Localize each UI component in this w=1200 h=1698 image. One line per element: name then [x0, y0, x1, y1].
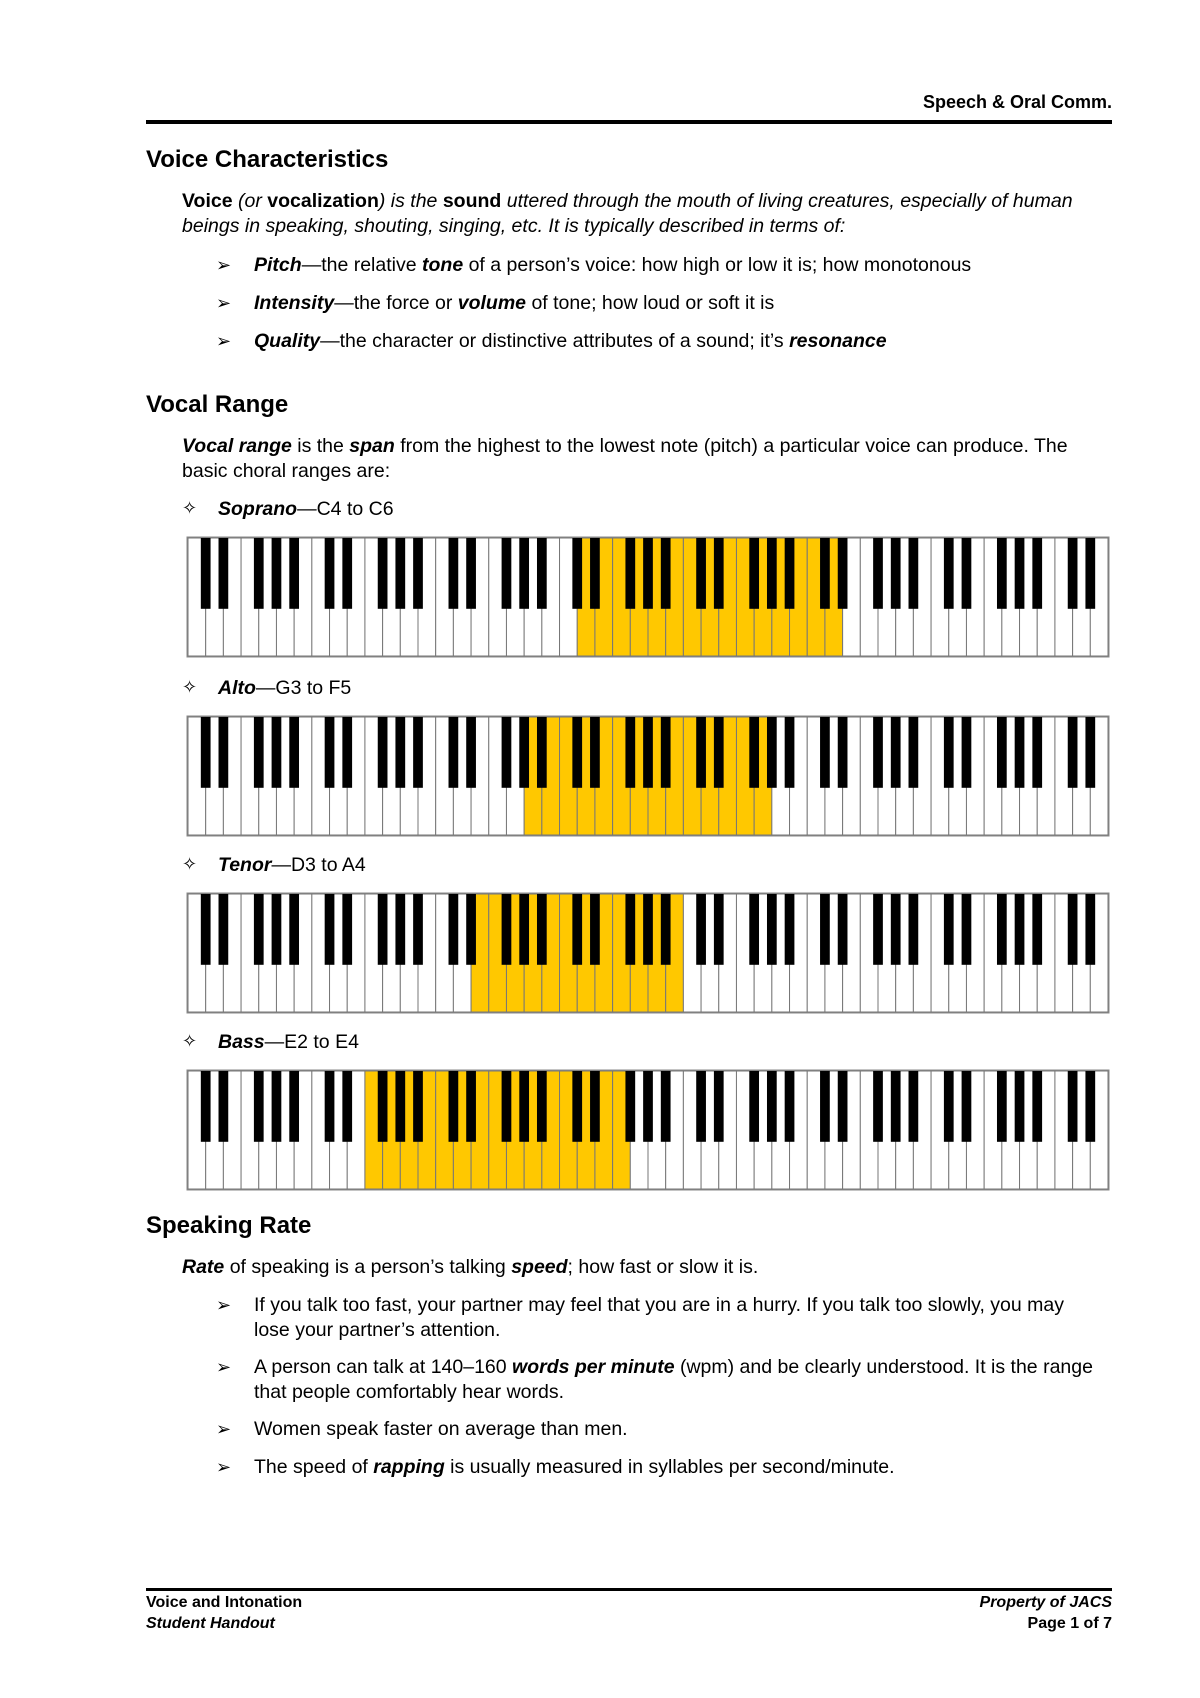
black-key [643, 717, 653, 788]
black-key [449, 1071, 459, 1142]
black-key [962, 717, 972, 788]
black-key [749, 717, 759, 788]
black-key [785, 894, 795, 965]
black-key [378, 894, 388, 965]
section-title-vocal-range: Vocal Range [146, 391, 289, 418]
black-key [519, 1071, 529, 1142]
black-key [272, 1071, 282, 1142]
arrow-bullet-icon: ➢ [216, 1357, 232, 1377]
black-key [873, 894, 883, 965]
black-key [785, 538, 795, 609]
black-key [519, 717, 529, 788]
black-key [714, 717, 724, 788]
black-key [891, 717, 901, 788]
black-key [625, 1071, 635, 1142]
four-diamond-bullet-icon: ✧ [182, 1031, 198, 1051]
black-key [625, 894, 635, 965]
four-diamond-bullet-icon: ✧ [182, 854, 198, 874]
black-key [254, 538, 264, 609]
black-key [201, 538, 211, 609]
black-key [572, 1071, 582, 1142]
black-key [944, 1071, 954, 1142]
black-key [590, 1071, 600, 1142]
black-key [696, 538, 706, 609]
arrow-bullet-icon: ➢ [216, 1295, 232, 1315]
footer-page-number: Page 1 of 7 [1027, 1615, 1112, 1632]
black-key [449, 717, 459, 788]
black-key [1015, 894, 1025, 965]
black-key [590, 894, 600, 965]
black-key [873, 538, 883, 609]
black-key [661, 1071, 671, 1142]
black-key [537, 1071, 547, 1142]
section-title-speaking-rate: Speaking Rate [146, 1212, 312, 1239]
black-key [219, 717, 229, 788]
black-key [661, 894, 671, 965]
black-key [395, 1071, 405, 1142]
black-key [519, 894, 529, 965]
black-key [909, 894, 919, 965]
black-key [413, 717, 423, 788]
black-key [873, 717, 883, 788]
black-key [714, 1071, 724, 1142]
black-key [413, 894, 423, 965]
black-key [272, 717, 282, 788]
black-key [219, 894, 229, 965]
black-key [289, 717, 299, 788]
black-key [838, 538, 848, 609]
black-key [289, 894, 299, 965]
black-key [944, 717, 954, 788]
black-key [714, 894, 724, 965]
voice-intro: Voice (or vocalization) is the sound uttered through the mouth of living creatures, especially of human beings in speaking, shouting, singing, etc. It is typically described in terms of: [182, 190, 1073, 237]
black-key [767, 894, 777, 965]
black-key [891, 1071, 901, 1142]
black-key [1032, 717, 1042, 788]
black-key [590, 717, 600, 788]
arrow-bullet-icon: ➢ [216, 331, 232, 351]
black-key [643, 894, 653, 965]
black-key [962, 538, 972, 609]
black-key [342, 1071, 352, 1142]
black-key [254, 894, 264, 965]
arrow-bullet-icon: ➢ [216, 293, 232, 313]
black-key [395, 894, 405, 965]
black-key [767, 717, 777, 788]
black-key [785, 1071, 795, 1142]
four-diamond-bullet-icon: ✧ [182, 677, 198, 697]
black-key [661, 717, 671, 788]
header-rule [146, 120, 1112, 124]
black-key [891, 538, 901, 609]
black-key [201, 717, 211, 788]
black-key [289, 1071, 299, 1142]
black-key [466, 1071, 476, 1142]
footer-doc-type: Student Handout [146, 1615, 275, 1632]
black-key [502, 538, 512, 609]
black-key [449, 538, 459, 609]
black-key [1085, 717, 1095, 788]
keyboard-tenor [186, 892, 1156, 1014]
speaking-rate-intro: Rate of speaking is a person’s talking speed; how fast or slow it is. [182, 1256, 759, 1278]
black-key [944, 538, 954, 609]
black-key [785, 717, 795, 788]
black-key [643, 538, 653, 609]
black-key [449, 894, 459, 965]
black-key [997, 717, 1007, 788]
black-key [537, 717, 547, 788]
black-key [1068, 538, 1078, 609]
black-key [572, 538, 582, 609]
black-key [201, 894, 211, 965]
black-key [997, 1071, 1007, 1142]
arrow-bullet-icon: ➢ [216, 1419, 232, 1439]
black-key [909, 1071, 919, 1142]
black-key [502, 1071, 512, 1142]
black-key [696, 717, 706, 788]
black-key [1085, 894, 1095, 965]
black-key [820, 538, 830, 609]
black-key [325, 717, 335, 788]
black-key [749, 894, 759, 965]
black-key [643, 1071, 653, 1142]
keyboard-soprano [186, 536, 1156, 658]
black-key [325, 894, 335, 965]
black-key [502, 894, 512, 965]
black-key [962, 894, 972, 965]
black-key [1085, 1071, 1095, 1142]
black-key [254, 717, 264, 788]
footer-doc-title: Voice and Intonation [146, 1594, 303, 1611]
black-key [502, 717, 512, 788]
black-key [1068, 1071, 1078, 1142]
black-key [1015, 717, 1025, 788]
black-key [696, 894, 706, 965]
black-key [378, 538, 388, 609]
black-key [625, 538, 635, 609]
black-key [201, 1071, 211, 1142]
black-key [466, 717, 476, 788]
black-key [395, 538, 405, 609]
four-diamond-bullet-icon: ✧ [182, 498, 198, 518]
black-key [962, 1071, 972, 1142]
black-key [325, 538, 335, 609]
keyboard-alto [186, 715, 1156, 837]
black-key [820, 717, 830, 788]
black-key [378, 1071, 388, 1142]
black-key [997, 538, 1007, 609]
course-header: Speech & Oral Comm. [922, 92, 1112, 112]
arrow-bullet-icon: ➢ [216, 255, 232, 275]
black-key [749, 1071, 759, 1142]
black-key [1085, 538, 1095, 609]
black-key [1032, 894, 1042, 965]
black-key [891, 894, 901, 965]
black-key [466, 538, 476, 609]
black-key [997, 894, 1007, 965]
black-key [413, 538, 423, 609]
black-key [342, 538, 352, 609]
section-title-voice: Voice Characteristics [146, 146, 389, 173]
black-key [838, 717, 848, 788]
black-key [625, 717, 635, 788]
black-key [1032, 538, 1042, 609]
black-key [1015, 538, 1025, 609]
black-key [590, 538, 600, 609]
black-key [572, 717, 582, 788]
black-key [413, 1071, 423, 1142]
keyboard-bass [186, 1069, 1156, 1191]
black-key [838, 1071, 848, 1142]
arrow-bullet-icon: ➢ [216, 1457, 232, 1477]
black-key [1068, 894, 1078, 965]
black-key [944, 894, 954, 965]
black-key [342, 717, 352, 788]
black-key [537, 894, 547, 965]
black-key [272, 538, 282, 609]
black-key [909, 538, 919, 609]
black-key [838, 894, 848, 965]
black-key [342, 894, 352, 965]
black-key [873, 1071, 883, 1142]
black-key [714, 538, 724, 609]
black-key [254, 1071, 264, 1142]
black-key [1015, 1071, 1025, 1142]
black-key [219, 538, 229, 609]
footer-owner: Property of JACS [979, 1594, 1112, 1611]
black-key [767, 1071, 777, 1142]
black-key [272, 894, 282, 965]
black-key [696, 1071, 706, 1142]
vocal-range-intro: Vocal range is the span from the highest to the lowest note (pitch) a particular voice can produce. The basic choral ranges are: [182, 435, 1068, 482]
black-key [466, 894, 476, 965]
black-key [909, 717, 919, 788]
black-key [767, 538, 777, 609]
black-key [1068, 717, 1078, 788]
black-key [1032, 1071, 1042, 1142]
black-key [820, 894, 830, 965]
black-key [749, 538, 759, 609]
black-key [537, 538, 547, 609]
black-key [519, 538, 529, 609]
black-key [572, 894, 582, 965]
black-key [395, 717, 405, 788]
black-key [325, 1071, 335, 1142]
black-key [219, 1071, 229, 1142]
black-key [661, 538, 671, 609]
black-key [820, 1071, 830, 1142]
footer-rule [146, 1588, 1112, 1591]
black-key [289, 538, 299, 609]
black-key [378, 717, 388, 788]
